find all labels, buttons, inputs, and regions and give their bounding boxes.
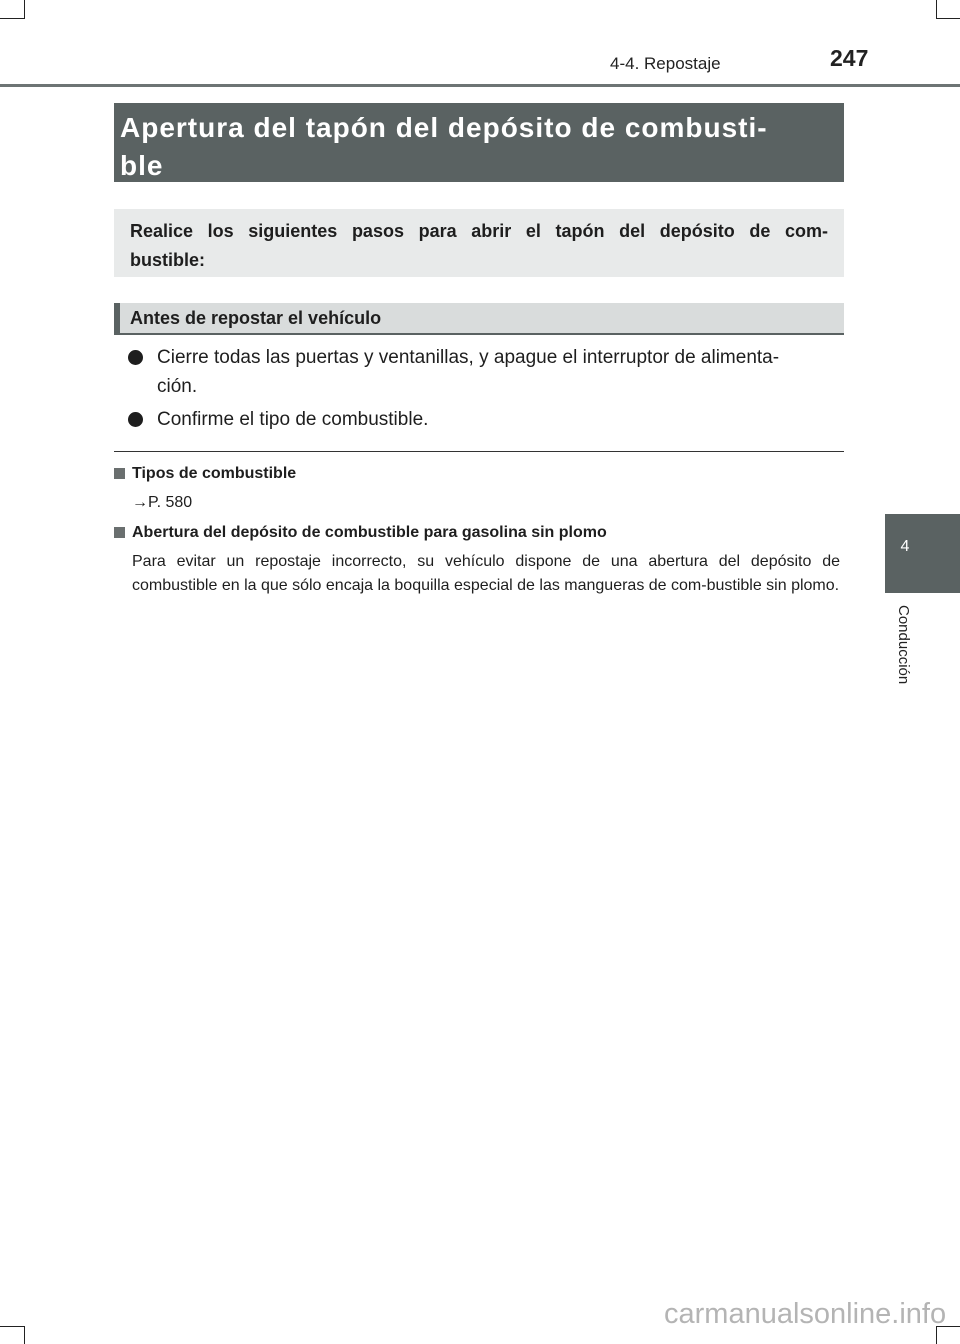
page-title-line: Apertura del tapón del depósito de combusti- — [120, 112, 768, 143]
page-title — [114, 103, 844, 182]
bullet-dot-icon — [128, 412, 143, 427]
header-rule — [0, 84, 960, 87]
chapter-label: Conducción — [895, 605, 912, 685]
crop-mark — [936, 0, 937, 19]
intro-text: Realice los siguientes pasos para abrir el tapón del depósito de com-bustible: — [114, 209, 844, 277]
note-body: Para evitar un repostaje incorrecto, su vehículo dispone de una abertura del depósito de combustible en la que sólo encaja la boquilla especial de las mangueras de com-bustible sin plomo. — [132, 553, 840, 594]
watermark: carmanualsonline.info — [664, 1298, 947, 1330]
list-item-text: Cierre todas las puertas y ventanillas, y apague el interruptor de alimenta- — [157, 347, 780, 368]
subsection-title: Antes de repostar el vehículo — [130, 308, 382, 328]
crop-mark — [936, 18, 960, 19]
page-title-line: ble — [120, 150, 164, 181]
square-bullet-icon — [114, 527, 125, 538]
list-item — [128, 343, 840, 401]
page-number: 247 — [830, 45, 869, 71]
note-body: →P. 580 — [132, 494, 193, 511]
note-block — [114, 465, 840, 515]
bullet-list — [128, 343, 840, 438]
section-label: 4-4. Repostaje — [610, 54, 721, 73]
list-item — [128, 405, 840, 434]
note-heading — [114, 524, 840, 542]
list-item-text: ción. — [157, 376, 198, 397]
bullet-dot-icon — [128, 350, 143, 365]
note-heading-text: Abertura del depósito de combustible para gasolina sin plomo — [132, 524, 607, 541]
subsection-header — [114, 303, 844, 335]
crop-mark — [0, 1326, 24, 1327]
list-item-text: Confirme el tipo de combustible. — [157, 409, 429, 430]
chapter-number: 4 — [900, 538, 910, 555]
crop-mark — [24, 1326, 25, 1344]
crop-mark — [0, 18, 24, 19]
section-divider — [114, 451, 844, 452]
square-bullet-icon — [114, 468, 125, 479]
chapter-tab — [885, 514, 960, 593]
note-block — [114, 524, 840, 598]
crop-mark — [24, 0, 25, 19]
note-heading — [114, 465, 840, 483]
note-heading-text: Tipos de combustible — [132, 465, 297, 482]
subsection-bar — [114, 303, 120, 333]
